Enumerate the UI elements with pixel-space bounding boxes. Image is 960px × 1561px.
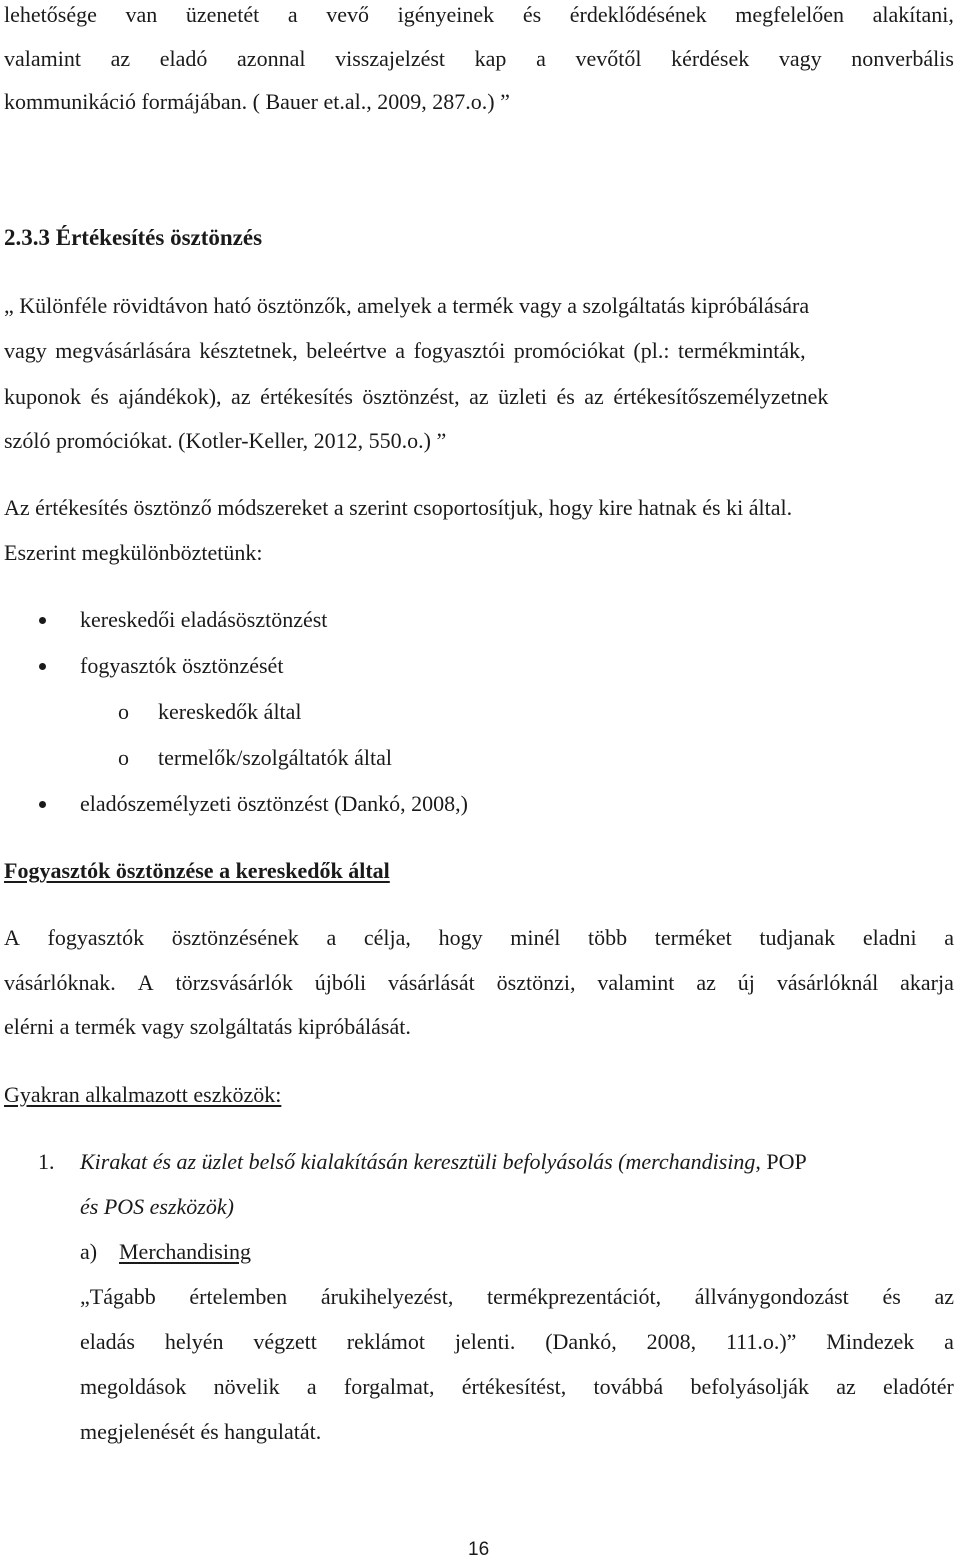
word: értelemben — [189, 1284, 288, 1309]
intro-line-3: kommunikáció formájában. ( Bauer et.al., 2009, 287.o.) ” — [4, 89, 510, 114]
bullet-icon — [39, 801, 46, 808]
word: nonverbális — [851, 46, 954, 71]
sub-item-label: a) — [80, 1239, 98, 1264]
word: eladni — [862, 925, 917, 950]
word: kap — [474, 46, 507, 71]
word: fogyasztók — [47, 925, 145, 950]
word: az — [836, 1374, 856, 1399]
word: 2008, — [646, 1329, 697, 1354]
word: tudjanak — [759, 925, 836, 950]
word: vagy — [778, 46, 822, 71]
word: azonnal — [237, 46, 306, 71]
item-title-line-1 — [80, 1151, 807, 1173]
word: árukihelyezést, — [320, 1284, 454, 1309]
word: termékprezentációt, — [487, 1284, 662, 1309]
word: új — [737, 970, 755, 995]
word: továbbá — [593, 1374, 664, 1399]
word: reklámot — [346, 1329, 425, 1354]
word: valamint — [597, 970, 675, 995]
word: a — [306, 1374, 317, 1399]
word: célja, — [363, 925, 411, 950]
word: ösztönzésének — [171, 925, 299, 950]
intro-line-2 — [4, 48, 954, 70]
word: állványgondozást — [694, 1284, 849, 1309]
bullet-icon — [39, 617, 46, 624]
word: vásárlását — [388, 970, 475, 995]
intro-line-1 — [4, 4, 954, 26]
word: üzenetét — [185, 2, 260, 27]
word: és — [882, 1284, 901, 1309]
word: a — [287, 2, 298, 27]
word: igényeinek — [397, 2, 495, 27]
word: valamint — [4, 46, 81, 71]
word: lehetősége — [4, 2, 97, 27]
sub-list-marker: o — [118, 745, 129, 770]
quote-line-1: „ Különféle rövidtávon ható ösztönzők, amelyek a termék vagy a szolgáltatás kipróbálására — [4, 293, 810, 318]
word: eladótér — [883, 1374, 954, 1399]
word: az — [110, 46, 131, 71]
word: visszajelzést — [335, 46, 446, 71]
merch-quote-line-2 — [80, 1331, 954, 1353]
page-number: 16 — [468, 1539, 490, 1560]
item-number: 1. — [38, 1149, 55, 1174]
classification-line-1: Az értékesítés ösztönző módszereket a szerint csoportosítjuk, hogy kire hatnak és ki által. — [4, 495, 793, 520]
word: törzsvásárlók — [175, 970, 293, 995]
word: alakítani, — [872, 2, 954, 27]
bullet-icon — [39, 663, 46, 670]
word: akarja — [900, 970, 954, 995]
word: a — [536, 46, 546, 71]
word: befolyásolják — [690, 1374, 809, 1399]
item-title-line-2: és POS eszközök) — [80, 1194, 234, 1219]
list-item: fogyasztók ösztönzését — [80, 653, 284, 678]
word: Mindezek — [826, 1329, 915, 1354]
word: a — [944, 925, 954, 950]
word: növelik — [213, 1374, 280, 1399]
classification-line-2: Eszerint megkülönböztetünk: — [4, 540, 263, 565]
consumer-line-2 — [4, 972, 954, 994]
word: helyén — [164, 1329, 224, 1354]
word: és — [522, 2, 542, 27]
word: érdeklődésének — [569, 2, 707, 27]
sub-list-marker: o — [118, 699, 129, 724]
word: forgalmat, — [343, 1374, 435, 1399]
word: vevőtől — [575, 46, 642, 71]
word: értékesítést, — [461, 1374, 567, 1399]
tools-heading: Gyakran alkalmazott eszközök: — [4, 1082, 282, 1107]
word: végzett — [253, 1329, 317, 1354]
sub-list-item: termelők/szolgáltatók által — [158, 745, 392, 770]
word: a — [944, 1329, 954, 1354]
quote-line-4: szóló promóciókat. (Kotler-Keller, 2012, 550.o.) ” — [4, 428, 447, 453]
word: vevő — [326, 2, 370, 27]
merch-quote-line-3 — [80, 1376, 954, 1398]
merch-quote-line-4: megjelenését és hangulatát. — [80, 1419, 322, 1444]
merch-quote-line-1 — [80, 1286, 954, 1308]
word: több — [587, 925, 628, 950]
word: 111.o.)” — [725, 1329, 797, 1354]
word: az — [696, 970, 716, 995]
consumer-line-3: elérni a termék vagy szolgáltatás kipróbálását. — [4, 1014, 411, 1039]
word: A — [4, 925, 20, 950]
word: hogy — [438, 925, 483, 950]
word: A — [137, 970, 154, 995]
word: eladó — [159, 46, 208, 71]
word: az — [934, 1284, 954, 1309]
word: (Dankó, — [545, 1329, 617, 1354]
item-title-rest: , POP — [755, 1149, 807, 1174]
word: minél — [510, 925, 561, 950]
consumer-line-1 — [4, 927, 954, 949]
list-item: kereskedői eladásösztönzést — [80, 607, 328, 632]
word: kérdések — [671, 46, 750, 71]
word: megoldások — [80, 1374, 187, 1399]
word: jelenti. — [454, 1329, 516, 1354]
word: megfelelően — [735, 2, 844, 27]
word: újbóli — [314, 970, 367, 995]
word: a — [326, 925, 337, 950]
item-title-italic: Kirakat és az üzlet belső kialakításán keresztüli befolyásolás (merchandising — [80, 1149, 756, 1174]
word: terméket — [654, 925, 732, 950]
sub-list-item: kereskedők által — [158, 699, 302, 724]
sub-item-title: Merchandising — [119, 1239, 251, 1264]
word: eladás — [80, 1329, 135, 1354]
quote-line-3: kuponok és ajándékok), az értékesítés ösztönzést, az üzleti és az értékesítőszemélyzetnek — [4, 384, 829, 409]
word: vásárlóknál — [776, 970, 879, 995]
quote-line-2: vagy megvásárlására késztetnek, beleértve a fogyasztói promóciókat (pl.: termékminták, — [4, 338, 806, 363]
word: vásárlóknak. — [4, 970, 116, 995]
subheading: Fogyasztók ösztönzése a kereskedők által — [4, 858, 390, 883]
word: van — [125, 2, 158, 27]
word: ösztönzi, — [496, 970, 576, 995]
section-heading: 2.3.3 Értékesítés ösztönzés — [4, 225, 263, 250]
list-item: eladószemélyzeti ösztönzést (Dankó, 2008,) — [80, 791, 468, 816]
word: „Tágabb — [80, 1284, 156, 1309]
